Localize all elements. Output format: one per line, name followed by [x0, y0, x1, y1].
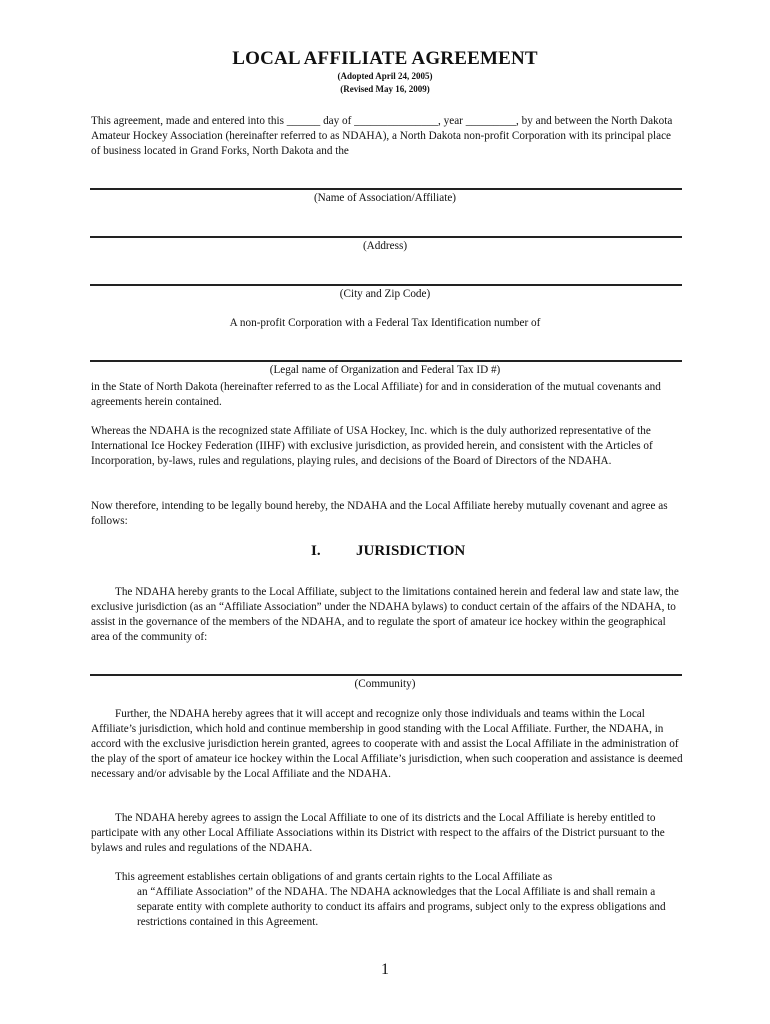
legal-name-field-caption: (Legal name of Organization and Federal Tax ID #): [269, 364, 501, 376]
name-signature-line: [90, 188, 682, 190]
city-signature-line: [90, 284, 682, 286]
establish-paragraph-first-line: This agreement establishes certain obligations of and grants certain rights to the Local Affiliate as: [115, 871, 553, 883]
whereas-paragraph: Whereas the NDAHA is the recognized state Affiliate of USA Hockey, Inc. which is the duly authorized representative of the International Ice Hockey Federation (IIHF) with exclusive jurisdiction, as provided herein, and consistent with the Articles of Incorporation, by-laws, rules and regulations, playing rules, and decisions of the Board of Directors of the NDAHA.: [91, 425, 653, 467]
revised-date: (Revised May 16, 2009): [340, 84, 430, 94]
grant-paragraph: The NDAHA hereby grants to the Local Affiliate, subject to the limitations contained herein and federal law and state law, the exclusive jurisdiction (as an “Affiliate Association” under the NDAHA bylaws) to conduct certain of the affairs of the NDAHA, to assist in the governance of the members of the NDAHA, and to regulate the sport of amateur ice hockey within the geographical area of the community of:: [91, 586, 679, 643]
address-field-caption: (Address): [362, 240, 408, 252]
tax-id-line: A non-profit Corporation with a Federal Tax Identification number of: [229, 317, 541, 329]
legal-name-signature-line: [90, 360, 682, 362]
address-signature-line: [90, 236, 682, 238]
community-signature-line: [90, 674, 682, 676]
city-field-caption: (City and Zip Code): [339, 288, 431, 300]
now-therefore-paragraph: Now therefore, intending to be legally bound hereby, the NDAHA and the Local Affiliate hereby mutually covenant and agree as follows:: [91, 500, 668, 527]
section-title: JURISDICTION: [356, 543, 466, 559]
intro-paragraph: This agreement, made and entered into this ______ day of _______________, year _________, by and between the North Dakota Amateur Hockey Association (hereinafter referred to as NDAHA), a North Dakota non-profit Corporation with its principal place of business located in Grand Forks, North Dakota and the: [91, 115, 673, 157]
adopted-date: (Adopted April 24, 2005): [337, 71, 433, 81]
document-title: LOCAL AFFILIATE AGREEMENT: [232, 48, 538, 69]
community-field-caption: (Community): [354, 678, 416, 690]
establish-paragraph-continued: an “Affiliate Association” of the NDAHA. The NDAHA acknowledges that the Local Affiliate is and shall remain a separate entity with complete authority to conduct its affairs and programs, subject only to the express obligations and restrictions contained in this Agreement.: [137, 886, 666, 928]
state-paragraph: in the State of North Dakota (hereinafter referred to as the Local Affiliate) for and in consideration of the mutual covenants and agreements herein contained.: [91, 381, 661, 408]
assign-paragraph: The NDAHA hereby agrees to assign the Local Affiliate to one of its districts and the Local Affiliate is hereby entitled to participate with any other Local Affiliate Associations within its District with respect to the affairs of the District pursuant to the bylaws and rules and regulations of the NDAHA.: [91, 812, 665, 854]
further-paragraph: Further, the NDAHA hereby agrees that it will accept and recognize only those individuals and teams within the Local Affiliate’s jurisdiction, which hold and continue membership in good standing with the Local Affiliate. Further, the NDAHA, in accord with the exclusive jurisdiction herein granted, agrees to cooperate with and assist the Local Affiliate in the administration of the play of the sport of amateur ice hockey within the Local Affiliate’s jurisdiction, when such cooperation and assistance is deemed necessary and/or advisable by the Local Affiliate and the NDAHA.: [91, 708, 683, 780]
page-number: 1: [381, 961, 389, 978]
section-number: I.: [311, 543, 321, 559]
name-field-caption: (Name of Association/Affiliate): [313, 192, 457, 204]
